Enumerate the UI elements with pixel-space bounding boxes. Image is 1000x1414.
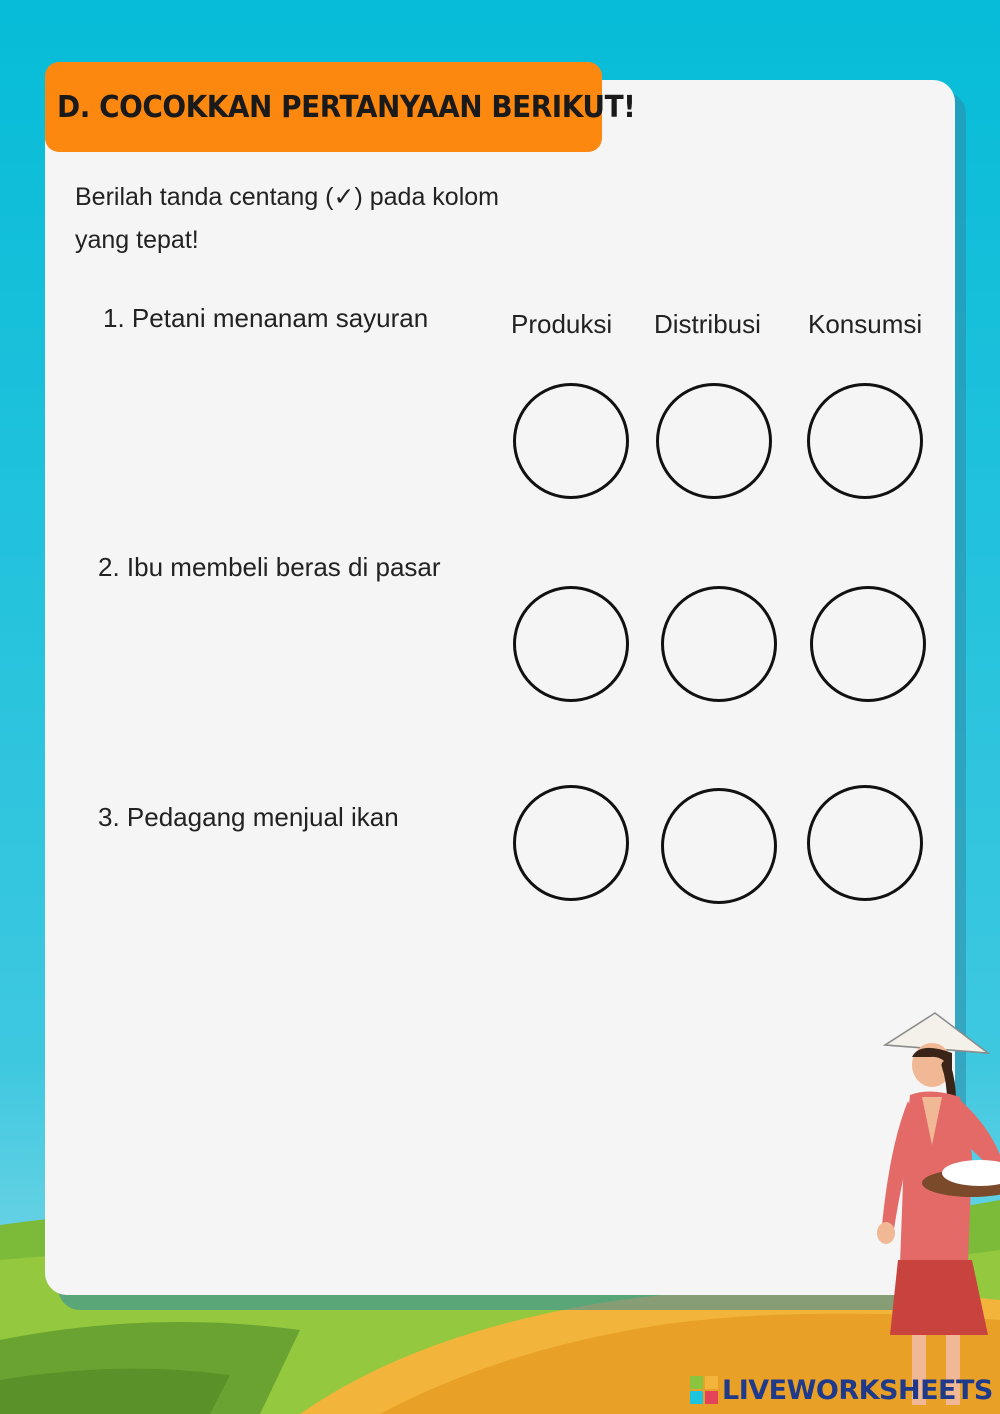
question-3 bbox=[98, 802, 399, 833]
answer-circle-q2-distribusi[interactable] bbox=[661, 586, 777, 702]
answer-circle-q3-distribusi[interactable] bbox=[661, 788, 777, 904]
answer-circle-q3-konsumsi[interactable] bbox=[807, 785, 923, 901]
brand-name: LIVEWORKSHEETS bbox=[722, 1374, 993, 1406]
question-number: 2. bbox=[98, 552, 120, 582]
worksheet-card bbox=[45, 80, 955, 1295]
answer-circle-q2-konsumsi[interactable] bbox=[810, 586, 926, 702]
question-1 bbox=[103, 303, 428, 334]
column-header-distribusi: Distribusi bbox=[654, 309, 761, 339]
liveworksheets-logo-icon bbox=[690, 1376, 718, 1404]
instruction-text: Berilah tanda centang (✓) pada kolom yang tepat! bbox=[75, 183, 499, 254]
column-header-produksi: Produksi bbox=[511, 309, 613, 339]
answer-circle-q1-distribusi[interactable] bbox=[656, 383, 772, 499]
liveworksheets-brand bbox=[690, 1372, 993, 1408]
answer-circle-q3-produksi[interactable] bbox=[513, 785, 629, 901]
question-number: 3. bbox=[98, 802, 120, 832]
farmer-woman-illustration bbox=[860, 1005, 1000, 1414]
question-number: 1. bbox=[103, 303, 125, 333]
question-text: Pedagang menjual ikan bbox=[126, 802, 399, 832]
answer-circle-q2-produksi[interactable] bbox=[513, 586, 629, 702]
question-text: Petani menanam sayuran bbox=[131, 303, 429, 333]
page-title: D. COCOKKAN PERTANYAAN BERIKUT! bbox=[57, 89, 636, 125]
question-text: Ibu membeli beras di pasar bbox=[126, 552, 441, 582]
question-2 bbox=[98, 552, 441, 583]
answer-circle-q1-konsumsi[interactable] bbox=[807, 383, 923, 499]
column-header-konsumsi: Konsumsi bbox=[808, 309, 923, 339]
answer-circle-q1-produksi[interactable] bbox=[513, 383, 629, 499]
title-banner bbox=[45, 62, 636, 152]
